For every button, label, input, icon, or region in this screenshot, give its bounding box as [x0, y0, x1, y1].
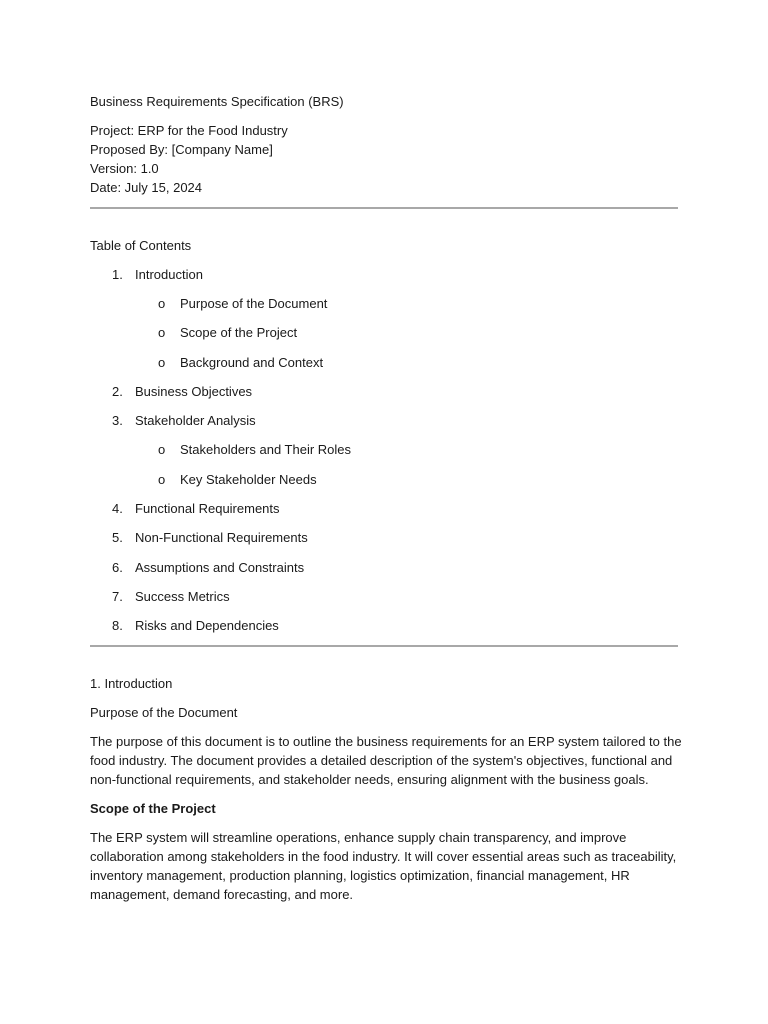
toc-item-label: Risks and Dependencies [135, 618, 279, 633]
horizontal-rule [90, 645, 678, 647]
date-line: Date: July 15, 2024 [90, 180, 203, 195]
section-heading-introduction: 1. Introduction [90, 676, 173, 691]
toc-item-number: 8. [112, 618, 123, 633]
bullet-icon: o [158, 325, 166, 340]
proposed-by-line: Proposed By: [Company Name] [90, 142, 273, 157]
scope-paragraph-line: inventory management, production planning, logistics optimization, financial management, HR [90, 868, 630, 883]
toc-item-number: 1. [112, 267, 123, 282]
toc-item-number: 3. [112, 413, 123, 428]
subheading-scope: Scope of the Project [90, 801, 216, 816]
toc-item-label: Assumptions and Constraints [135, 560, 305, 575]
toc-item-label: Business Objectives [135, 384, 253, 399]
scope-paragraph-line: The ERP system will streamline operations, enhance supply chain transparency, and improve [90, 830, 627, 845]
toc-subitem-label: Stakeholders and Their Roles [180, 442, 352, 457]
horizontal-rule [90, 207, 678, 209]
subheading-purpose: Purpose of the Document [90, 705, 238, 720]
toc-item-number: 4. [112, 501, 123, 516]
toc-item-number: 6. [112, 560, 123, 575]
project-line: Project: ERP for the Food Industry [90, 123, 288, 138]
toc-item-label: Functional Requirements [135, 501, 280, 516]
toc-item-label: Success Metrics [135, 589, 230, 604]
bullet-icon: o [158, 472, 166, 487]
toc-item-number: 2. [112, 384, 123, 399]
bullet-icon: o [158, 355, 166, 370]
toc-subitem-label: Scope of the Project [180, 325, 298, 340]
toc-item-label: Introduction [135, 267, 203, 282]
toc-item-number: 7. [112, 589, 123, 604]
scope-paragraph-line: management, demand forecasting, and more. [90, 887, 354, 902]
toc-heading: Table of Contents [90, 238, 192, 253]
scope-paragraph-line: collaboration among stakeholders in the food industry. It will cover essential areas such as traceability, [90, 849, 677, 864]
purpose-paragraph-line: The purpose of this document is to outline the business requirements for an ERP system tailored to the [90, 734, 682, 749]
toc-item-number: 5. [112, 530, 123, 545]
bullet-icon: o [158, 442, 166, 457]
toc-item-label: Non-Functional Requirements [135, 530, 308, 545]
version-line: Version: 1.0 [90, 161, 159, 176]
toc-subitem-label: Purpose of the Document [180, 296, 328, 311]
purpose-paragraph-line: food industry. The document provides a detailed description of the system's objectives, functional and [90, 753, 673, 768]
toc-subitem-label: Background and Context [180, 355, 324, 370]
toc-item-label: Stakeholder Analysis [135, 413, 256, 428]
document-title: Business Requirements Specification (BRS) [90, 94, 344, 109]
purpose-paragraph-line: non-functional requirements, and stakeholder needs, ensuring alignment with the business goals. [90, 772, 649, 787]
toc-subitem-label: Key Stakeholder Needs [180, 472, 317, 487]
bullet-icon: o [158, 296, 166, 311]
